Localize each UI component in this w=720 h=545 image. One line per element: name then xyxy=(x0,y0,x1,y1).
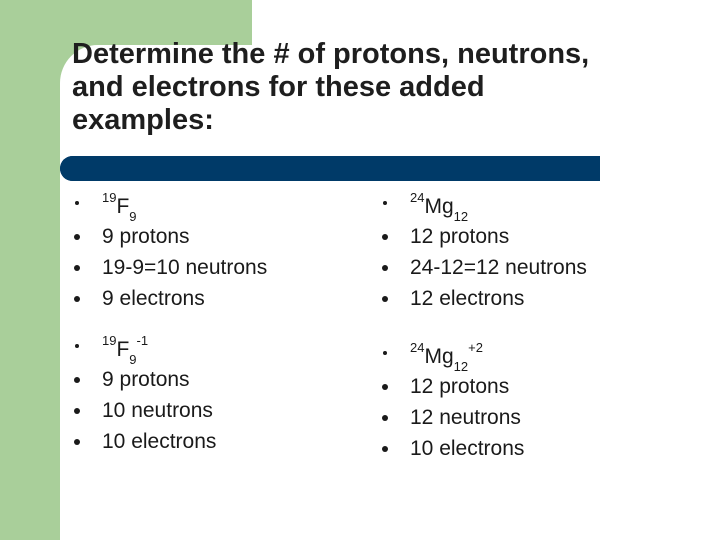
title-line: Determine the # of protons, neutrons, xyxy=(72,38,590,70)
bullet-icon xyxy=(382,384,388,390)
slide-title xyxy=(72,38,692,137)
title-line: and electrons for these added xyxy=(72,71,485,103)
nuclide-symbol: $^{24}Mg_{12}^{+2}$ xyxy=(410,340,483,375)
decorative-green-strip xyxy=(0,158,60,540)
title-divider-bar xyxy=(60,156,600,181)
nuclide-symbol: $^{19}F_9^{-1}$ xyxy=(102,333,149,368)
bullet-icon xyxy=(74,234,80,240)
title-line: examples: xyxy=(72,104,214,136)
bullet-icon xyxy=(382,415,388,421)
bullet-icon xyxy=(74,296,80,302)
bullet-icon xyxy=(382,296,388,302)
nuclide-symbol: $^{24}Mg_{12}$ xyxy=(410,190,469,225)
bullet-icon xyxy=(382,234,388,240)
nuclide-symbol: $^{19}F_9$ xyxy=(102,190,137,225)
bullet-icon xyxy=(383,201,387,205)
bullet-icon xyxy=(74,439,80,445)
bullet-icon xyxy=(383,351,387,355)
bullet-icon xyxy=(74,408,80,414)
bullet-icon xyxy=(382,265,388,271)
bullet-icon xyxy=(382,446,388,452)
bullet-icon xyxy=(74,265,80,271)
bullet-icon xyxy=(74,377,80,383)
bullet-icon xyxy=(75,201,79,205)
bullet-icon xyxy=(75,344,79,348)
title-divider-cap xyxy=(60,156,85,181)
